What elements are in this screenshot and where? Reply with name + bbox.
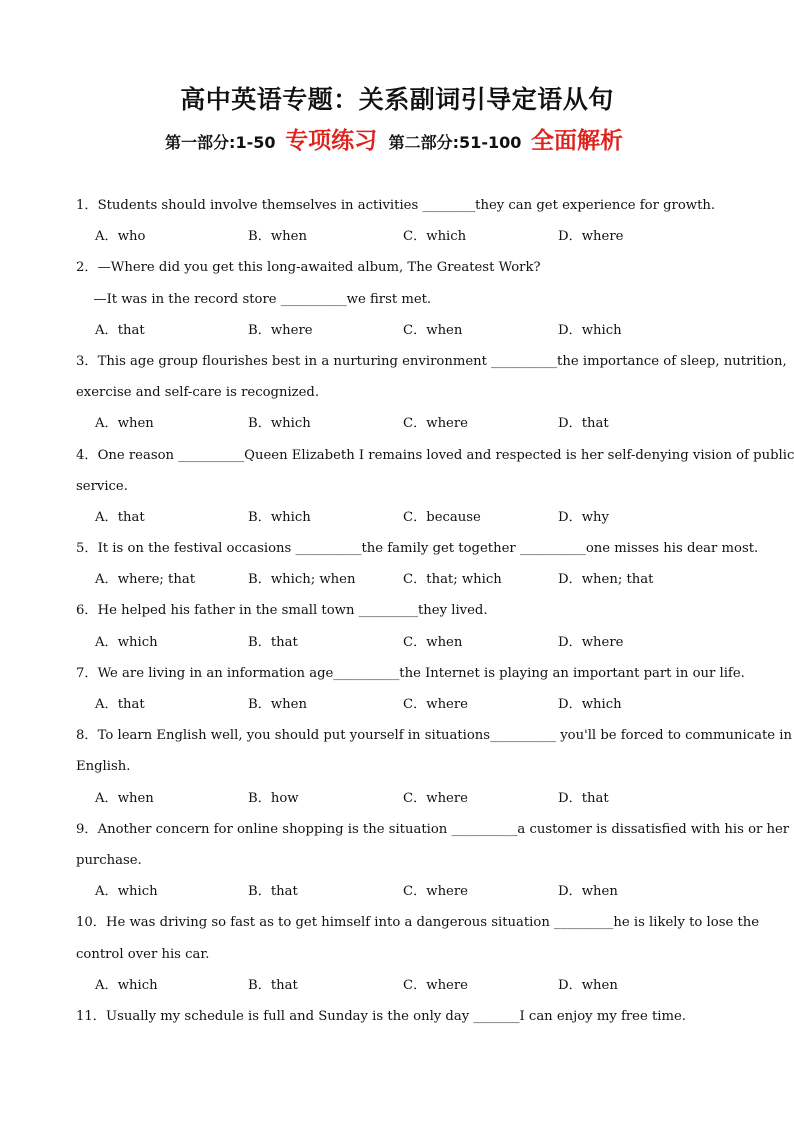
option-c: C．where bbox=[403, 416, 468, 432]
option-a: A．that bbox=[95, 697, 145, 712]
option-c: C．because bbox=[403, 509, 481, 525]
question-stem-continued: exercise and self-care is recognized. bbox=[76, 385, 320, 401]
option-b: B．which bbox=[248, 509, 311, 525]
option-a: A．when bbox=[95, 790, 154, 806]
options-row bbox=[76, 321, 716, 352]
option-b: B．that bbox=[248, 634, 298, 650]
option-d: D．which bbox=[558, 697, 622, 712]
question-stem: 1．Students should involve themselves in activities ________they can get experience for growth. bbox=[76, 198, 716, 213]
question-item bbox=[76, 726, 792, 820]
question-stem-continued: control over his car. bbox=[76, 946, 210, 962]
options-row bbox=[76, 508, 716, 539]
options-row bbox=[76, 695, 716, 726]
option-b: B．when bbox=[248, 229, 307, 245]
option-a: A．when bbox=[95, 416, 154, 432]
part2-label: 第二部分:51-100 bbox=[388, 133, 522, 152]
option-d: D．that bbox=[558, 416, 609, 432]
question-stem: 8．To learn English well, you should put yourself in situations__________ you'll be forced to communicate in bbox=[76, 728, 792, 744]
question-stem-continued: service. bbox=[76, 478, 128, 494]
question-list bbox=[76, 196, 794, 1038]
option-c: C．which bbox=[403, 229, 467, 245]
option-d: D．when bbox=[558, 884, 618, 900]
option-d: D．where bbox=[558, 634, 624, 650]
part2-highlight: 全面解析 bbox=[530, 128, 623, 154]
option-b: B．which bbox=[248, 416, 311, 432]
option-d: D．that bbox=[558, 790, 609, 806]
question-item bbox=[76, 664, 745, 726]
question-item bbox=[76, 913, 760, 1007]
question-item bbox=[76, 539, 759, 601]
page-title: 高中英语专题：关系副词引导定语从句 bbox=[180, 85, 614, 114]
question-item bbox=[76, 601, 716, 663]
option-b: B．how bbox=[248, 790, 299, 806]
option-d: D．where bbox=[558, 229, 624, 245]
question-item bbox=[76, 1007, 716, 1038]
option-a: A．that bbox=[95, 509, 145, 525]
question-stem: 2．—Where did you get this long-awaited album, The Greatest Work? bbox=[76, 260, 541, 276]
option-c: C．where bbox=[403, 790, 468, 806]
options-row bbox=[76, 882, 716, 913]
question-stem-continued: —It was in the record store __________we first met. bbox=[76, 291, 432, 307]
options-row bbox=[76, 633, 716, 664]
option-b: B．that bbox=[248, 884, 298, 900]
option-c: C．where bbox=[403, 697, 468, 712]
question-stem-continued: purchase. bbox=[76, 852, 142, 868]
option-a: A．that bbox=[95, 322, 145, 338]
question-stem: 3．This age group flourishes best in a nurturing environment __________the importance of sleep, nutrition, bbox=[76, 353, 787, 369]
page-subtitle bbox=[0, 122, 794, 155]
options-row bbox=[76, 976, 716, 1007]
option-d: D．which bbox=[558, 322, 622, 338]
part1-label: 第一部分:1-50 bbox=[165, 133, 276, 152]
question-stem: 6．He helped his father in the small town _________they lived. bbox=[76, 603, 488, 619]
options-row bbox=[76, 789, 716, 820]
option-b: B．where bbox=[248, 322, 313, 338]
question-stem: 4．One reason __________Queen Elizabeth I remains loved and respected is her self-denying vision of public bbox=[76, 447, 794, 463]
question-item bbox=[76, 446, 794, 540]
option-a: A．who bbox=[95, 229, 146, 245]
option-a: A．which bbox=[95, 977, 158, 993]
question-item bbox=[76, 352, 787, 446]
question-stem: 5．It is on the festival occasions __________the family get together __________one misses his dear most. bbox=[76, 541, 759, 557]
option-c: C．where bbox=[403, 977, 468, 993]
option-c: C．when bbox=[403, 634, 463, 650]
option-a: A．which bbox=[95, 884, 158, 900]
option-b: B．when bbox=[248, 697, 307, 712]
options-row bbox=[76, 570, 716, 601]
option-d: D．when bbox=[558, 977, 618, 993]
option-d: D．when; that bbox=[558, 572, 654, 588]
option-a: A．which bbox=[95, 634, 158, 650]
part1-highlight: 专项练习 bbox=[285, 128, 378, 154]
option-d: D．why bbox=[558, 509, 609, 525]
option-a: A．where; that bbox=[95, 572, 195, 588]
option-b: B．which; when bbox=[248, 572, 356, 588]
option-b: B．that bbox=[248, 977, 298, 993]
option-c: C．when bbox=[403, 322, 463, 338]
question-stem: 9．Another concern for online shopping is the situation __________a customer is dissatisfied with his or her bbox=[76, 821, 790, 837]
question-stem: 10．He was driving so fast as to get himself into a dangerous situation _________he is likely to lose the bbox=[76, 915, 760, 931]
question-stem: 7．We are living in an information age__________the Internet is playing an important part in our life. bbox=[76, 665, 745, 681]
question-item bbox=[76, 820, 790, 914]
question-item bbox=[76, 258, 716, 352]
question-stem: 11．Usually my schedule is full and Sunday is the only day _______I can enjoy my free time. bbox=[76, 1008, 686, 1024]
option-c: C．where bbox=[403, 884, 468, 900]
options-row bbox=[76, 227, 716, 258]
question-stem-continued: English. bbox=[76, 759, 131, 775]
option-c: C．that; which bbox=[403, 572, 502, 588]
options-row bbox=[76, 414, 716, 445]
question-item bbox=[76, 196, 716, 258]
